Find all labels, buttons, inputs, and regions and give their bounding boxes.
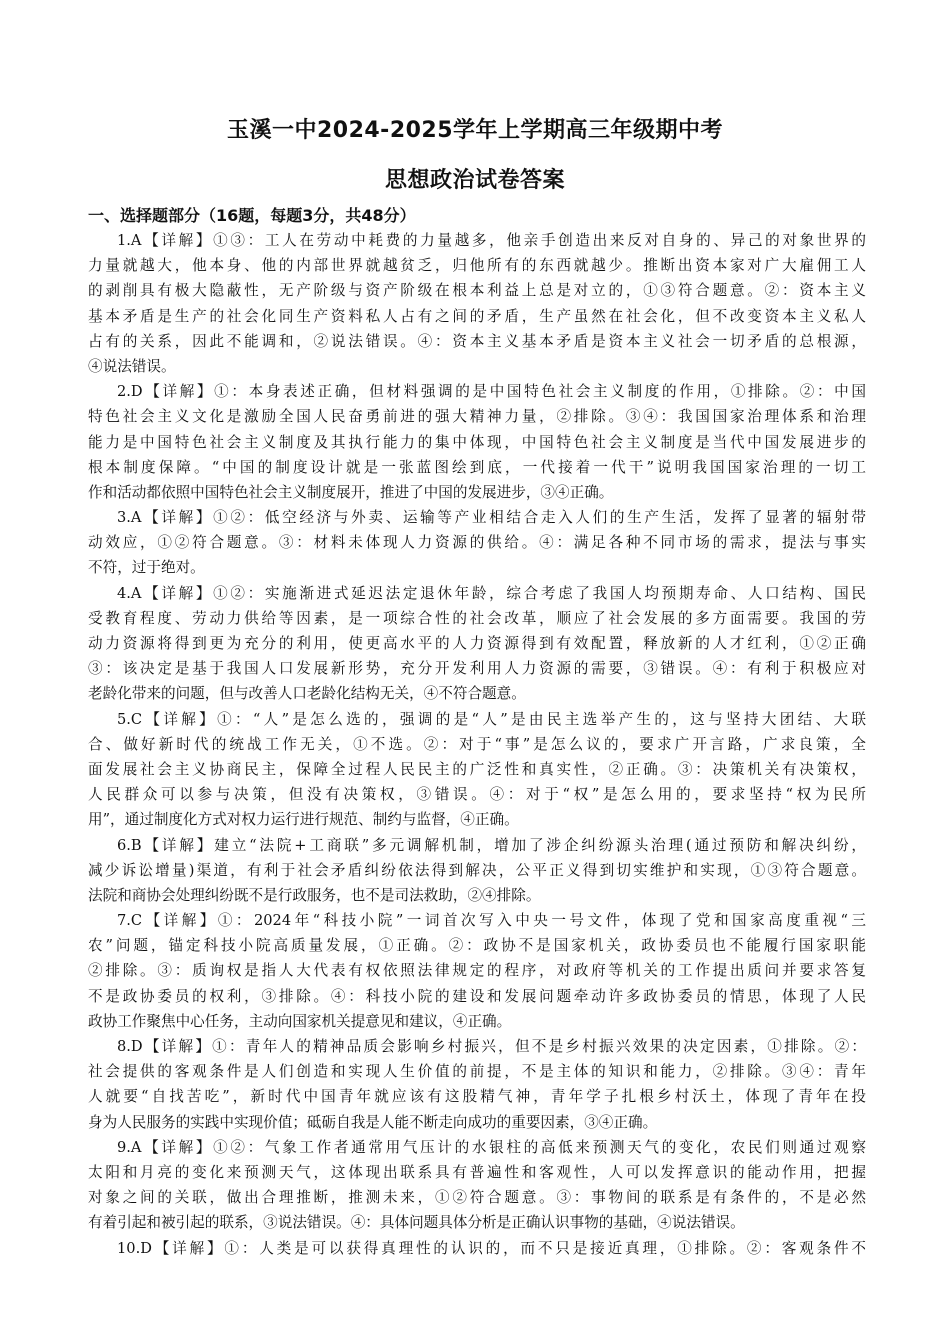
section-heading: 一、选择题部分（16题，每题3分，共48分） bbox=[88, 206, 416, 225]
answer-item bbox=[88, 581, 866, 707]
answer-line: 身为人民服务的实践中实现价值；砥砺自我是人能不断走向成功的重要因素，③④正确。 bbox=[88, 1113, 658, 1131]
document-title: 玉溪一中2024-2025学年上学期高三年级期中考 bbox=[226, 118, 724, 143]
answer-item bbox=[88, 1135, 866, 1236]
answer-item bbox=[88, 505, 866, 581]
answer-line: ③：该决定是基于我国人口发展新形势，充分开发利用人力资源的需要，③错误。④：有利于积极应对 bbox=[88, 660, 866, 678]
answer-line: 9.A【详解】①②：气象工作者通常用气压计的水银柱的高低来预测天气的变化，农民们则通过观察 bbox=[117, 1138, 866, 1156]
answer-item bbox=[88, 228, 866, 379]
answer-line: 能力是中国特色社会主义制度及其执行能力的集中体现，中国特色社会主义制度是当代中国发展进步的 bbox=[88, 433, 866, 451]
answer-list bbox=[88, 228, 866, 1261]
answer-line: 作和活动都依照中国特色社会主义制度展开，推进了中国的发展进步，③④正确。 bbox=[88, 483, 614, 501]
answer-item bbox=[88, 707, 866, 833]
answer-line: 农”问题，锚定科技小院高质量发展，①正确。②：政协不是国家机关，政协委员也不能履行国家职能 bbox=[88, 937, 866, 955]
answer-line: 2.D【详解】①：本身表述正确，但材料强调的是中国特色社会主义制度的作用，①排除。②：中国 bbox=[117, 383, 866, 401]
answer-line: 法院和商协会处理纠纷既不是行政服务，也不是司法救助，②④排除。 bbox=[88, 886, 541, 904]
answer-line: 社会提供的客观条件是人们创造和实现人生价值的前提，不是主体的知识和能力，②排除。③④：青年 bbox=[88, 1063, 866, 1081]
answer-line: 用”，通过制度化方式对权力运行进行规范、制约与监督，④正确。 bbox=[88, 811, 519, 829]
answer-line: 10.D【详解】①：人类是可以获得真理性的认识的，而不只是接近真理，①排除。②：客观条件不 bbox=[117, 1239, 866, 1257]
answer-item bbox=[88, 833, 866, 909]
answer-line: 合、做好新时代的统战工作无关，①不选。②：对于“事”是怎么议的，要求广开言路，广求良策，全 bbox=[88, 735, 866, 753]
answer-line: 太阳和月亮的变化来预测天气，这体现出联系具有普遍性和客观性，人可以发挥意识的能动作用，把握 bbox=[88, 1163, 866, 1181]
answer-item bbox=[88, 379, 866, 505]
answer-line: 特色社会主义文化是激励全国人民奋勇前进的强大精神力量，②排除。③④：我国国家治理体系和治理 bbox=[88, 408, 866, 426]
answer-line: 基本矛盾是生产的社会化同生产资料私人占有之间的矛盾，生产虽然在社会化，但不改变资本主义私人 bbox=[88, 307, 866, 325]
answer-line: 3.A【详解】①②：低空经济与外卖、运输等产业相结合走入人们的生产生活，发挥了显著的辐射带 bbox=[117, 509, 866, 527]
answer-line: 动效应，①②符合题意。③：材料未体现人力资源的供给。④：满足各种不同市场的需求，提法与事实 bbox=[88, 534, 866, 552]
answer-line: 5.C【详解】①：“人”是怎么选的，强调的是“人”是由民主选举产生的，这与坚持大团结、大联 bbox=[117, 710, 866, 728]
answer-line: 4.A【详解】①②：实施渐进式延迟法定退休年龄，综合考虑了我国人均预期寿命、人口结构、国民 bbox=[117, 584, 866, 602]
answer-line: ④说法错误。 bbox=[88, 357, 176, 375]
answer-line: 6.B【详解】建立“法院+工商联”多元调解机制，增加了涉企纠纷源头治理(通过预防和解决纠纷， bbox=[117, 836, 866, 854]
document-subtitle: 思想政治试卷答案 bbox=[384, 168, 565, 193]
answer-line: 面发展社会主义协商民主，保障全过程人民民主的广泛性和真实性，②正确。③：决策机关有决策权， bbox=[88, 760, 866, 778]
answer-line: 政协工作聚焦中心任务，主动向国家机关提意见和建议，④正确。 bbox=[88, 1012, 512, 1030]
answer-item bbox=[88, 1236, 866, 1261]
answer-item bbox=[88, 1034, 866, 1135]
answer-line: 的剥削具有极大隐蔽性，无产阶级与资产阶级在根本利益上总是对立的，①③符合题意。②：资本主义 bbox=[88, 282, 866, 300]
answer-line: 8.D【详解】①：青年人的精神品质会影响乡村振兴，但不是乡村振兴效果的决定因素，①排除。②： bbox=[117, 1038, 866, 1055]
answer-line: ②排除。③：质询权是指人大代表有权依照法律规定的程序，对政府等机关的工作提出质问并要求答复 bbox=[88, 962, 866, 980]
answer-line: 根本制度保障。“中国的制度设计就是一张蓝图绘到底，一代接着一代干”说明我国国家治理的一切工 bbox=[88, 458, 866, 476]
answer-item bbox=[88, 908, 866, 1034]
answer-line: 不是政协委员的权利，③排除。④：科技小院的建设和发展问题牵动许多政协委员的情思，体现了人民 bbox=[88, 987, 866, 1005]
answer-line: 不符，过于绝对。 bbox=[88, 559, 205, 577]
answer-line: 对象之间的关联，做出合理推断，推测未来，①②符合题意。③：事物间的联系是有条件的，不是必然 bbox=[88, 1189, 866, 1207]
answer-line: 受教育程度、劳动力供给等因素，是一项综合性的社会改革，顺应了社会发展的多方面需要。我国的劳 bbox=[88, 609, 866, 627]
answer-line: 人民群众可以参与决策，但没有决策权，③错误。④：对于“权”是怎么用的，要求坚持“权为民所 bbox=[88, 786, 866, 804]
answer-line: 有着引起和被引起的联系，③说法错误。④：具体问题具体分析是正确认识事物的基础，④说法错误。 bbox=[88, 1214, 745, 1232]
answer-line: 占有的关系，因此不能调和，②说法错误。④：资本主义基本矛盾是资本主义社会一切矛盾的总根源， bbox=[88, 332, 866, 350]
answer-line: 减少诉讼增量)渠道，有利于社会矛盾纠纷依法得到解决，公平正义得到切实维护和实现，①③符合题意。 bbox=[88, 861, 866, 879]
answer-line: 1.A【详解】①③：工人在劳动中耗费的力量越多，他亲手创造出来反对自身的、异己的对象世界的 bbox=[117, 232, 866, 249]
answer-line: 动力资源将得到更为充分的利用，使更高水平的人力资源得到有效配置，释放新的人才红利，①②正确 bbox=[88, 635, 866, 652]
answer-line: 力量就越大，他本身、他的内部世界就越贫乏，归他所有的东西就越少。推断出资本家对广大雇佣工人 bbox=[88, 257, 866, 275]
answer-line: 人就要“自找苦吃”，新时代中国青年就应该有这股精气神，青年学子扎根乡村沃土，体现了青年在投 bbox=[88, 1088, 866, 1106]
answer-line: 7.C【详解】①：2024年“科技小院”一词首次写入中央一号文件，体现了党和国家高度重视“三 bbox=[117, 912, 866, 930]
answer-line: 老龄化带来的问题，但与改善人口老龄化结构无关，④不符合题意。 bbox=[88, 685, 526, 703]
